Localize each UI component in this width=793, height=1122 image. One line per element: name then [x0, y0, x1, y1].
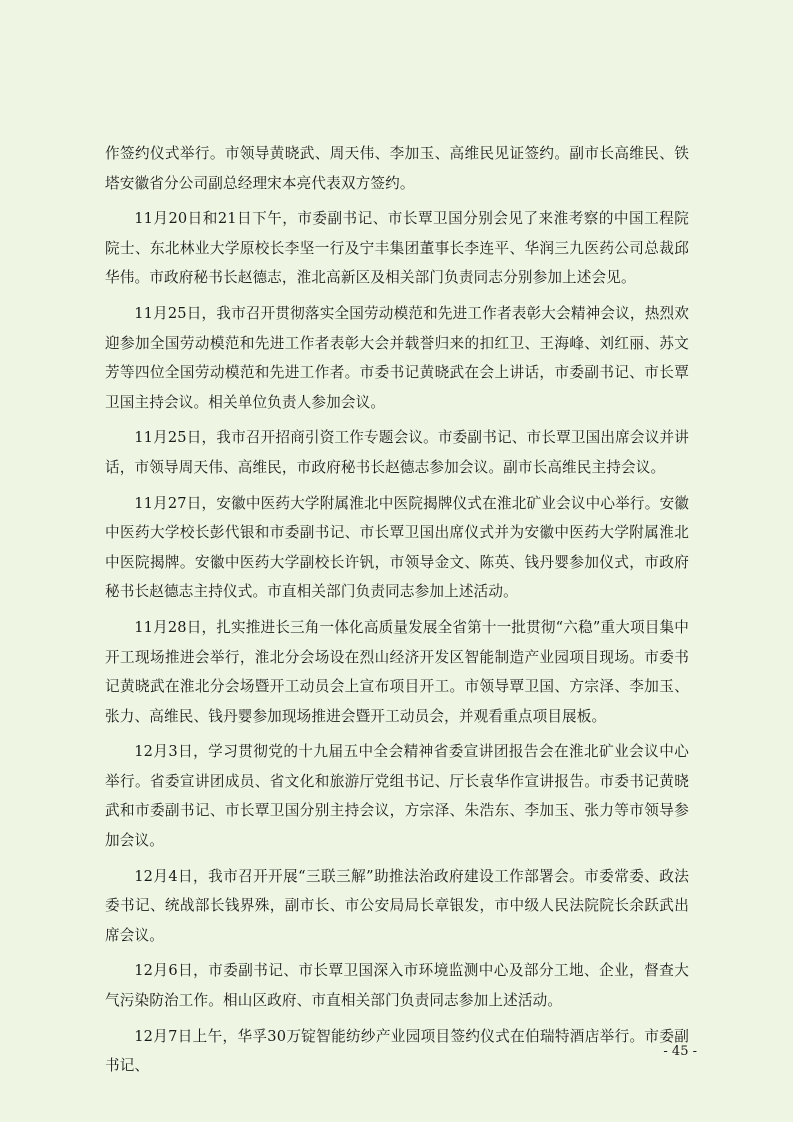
- paragraph-dec-6: 12月6日，市委副书记、市长覃卫国深入市环境监测中心及部分工地、企业，督查大气污染防治工作。相山区政府、市直相关部门负责同志参加上述活动。: [105, 962, 689, 1010]
- document-body: [105, 139, 689, 1087]
- paragraph-nov-27: 11月27日，安徽中医药大学附属淮北中医院揭牌仪式在淮北矿业会议中心举行。安徽中医药大学校长彭代银和市委副书记、市长覃卫国出席仪式并为安徽中医药大学附属淮北中医院揭牌。安徽中医药大学副校长许钒，市领导金文、陈英、钱丹婴参加仪式，市政府秘书长赵德志主持仪式。市直相关部门负责同志参加上述活动。: [105, 494, 689, 601]
- paragraph-dec-3: 12月3日，学习贯彻党的十九届五中全会精神省委宣讲团报告会在淮北矿业会议中心举行。省委宣讲团成员、省文化和旅游厅党组书记、厅长袁华作宣讲报告。市委书记黄晓武和市委副书记、市长覃卫国分别主持会议，方宗泽、朱浩东、李加玉、张力等市领导参加会议。: [105, 743, 689, 850]
- paragraph-nov-25-labor-model: 11月25日，我市召开贯彻落实全国劳动模范和先进工作者表彰大会精神会议，热烈欢迎参加全国劳动模范和先进工作者表彰大会并载誉归来的扣红卫、王海峰、刘红丽、苏文芳等四位全国劳动模范和先进工作者。市委书记黄晓武在会上讲话，市委副书记、市长覃卫国主持会议。相关单位负责人参加会议。: [105, 304, 689, 411]
- paragraph-dec-4: 12月4日，我市召开开展“三联三解”助推法治政府建设工作部署会。市委常委、政法委书记、统战部长钱界殊，副市长、市公安局局长章银发，市中级人民法院院长余跃武出席会议。: [105, 867, 689, 944]
- paragraph-continued-signing: 作签约仪式举行。市领导黄晓武、周天伟、李加玉、高维民见证签约。副市长高维民、铁塔安徽省分公司副总经理宋本亮代表双方签约。: [105, 145, 689, 192]
- paragraph-nov-20-21: 11月20日和21日下午，市委副书记、市长覃卫国分别会见了来淮考察的中国工程院院士、东北林业大学原校长李坚一行及宁丰集团董事长李连平、华润三九医药公司总裁邱华伟。市政府秘书长赵德志，淮北高新区及相关部门负责同志分别参加上述会见。: [105, 210, 689, 287]
- paragraph-dec-7: 12月7日上午，华孚30万锭智能纺纱产业园项目签约仪式在伯瑞特酒店举行。市委副书记、: [105, 1027, 689, 1075]
- paragraph-nov-25-investment: 11月25日，我市召开招商引资工作专题会议。市委副书记、市长覃卫国出席会议并讲话，市领导周天伟、高维民，市政府秘书长赵德志参加会议。副市长高维民主持会议。: [105, 429, 689, 476]
- paragraph-nov-28: 11月28日，扎实推进长三角一体化高质量发展全省第十一批贯彻“六稳”重大项目集中开工现场推进会举行，淮北分会场设在烈山经济开发区智能制造产业园项目现场。市委书记黄晓武在淮北分会场暨开工动员会上宣布项目开工。市领导覃卫国、方宗泽、李加玉、张力、高维民、钱丹婴参加现场推进会暨开工动员会，并观看重点项目展板。: [105, 618, 689, 725]
- page-number: - 45 -: [663, 1044, 697, 1059]
